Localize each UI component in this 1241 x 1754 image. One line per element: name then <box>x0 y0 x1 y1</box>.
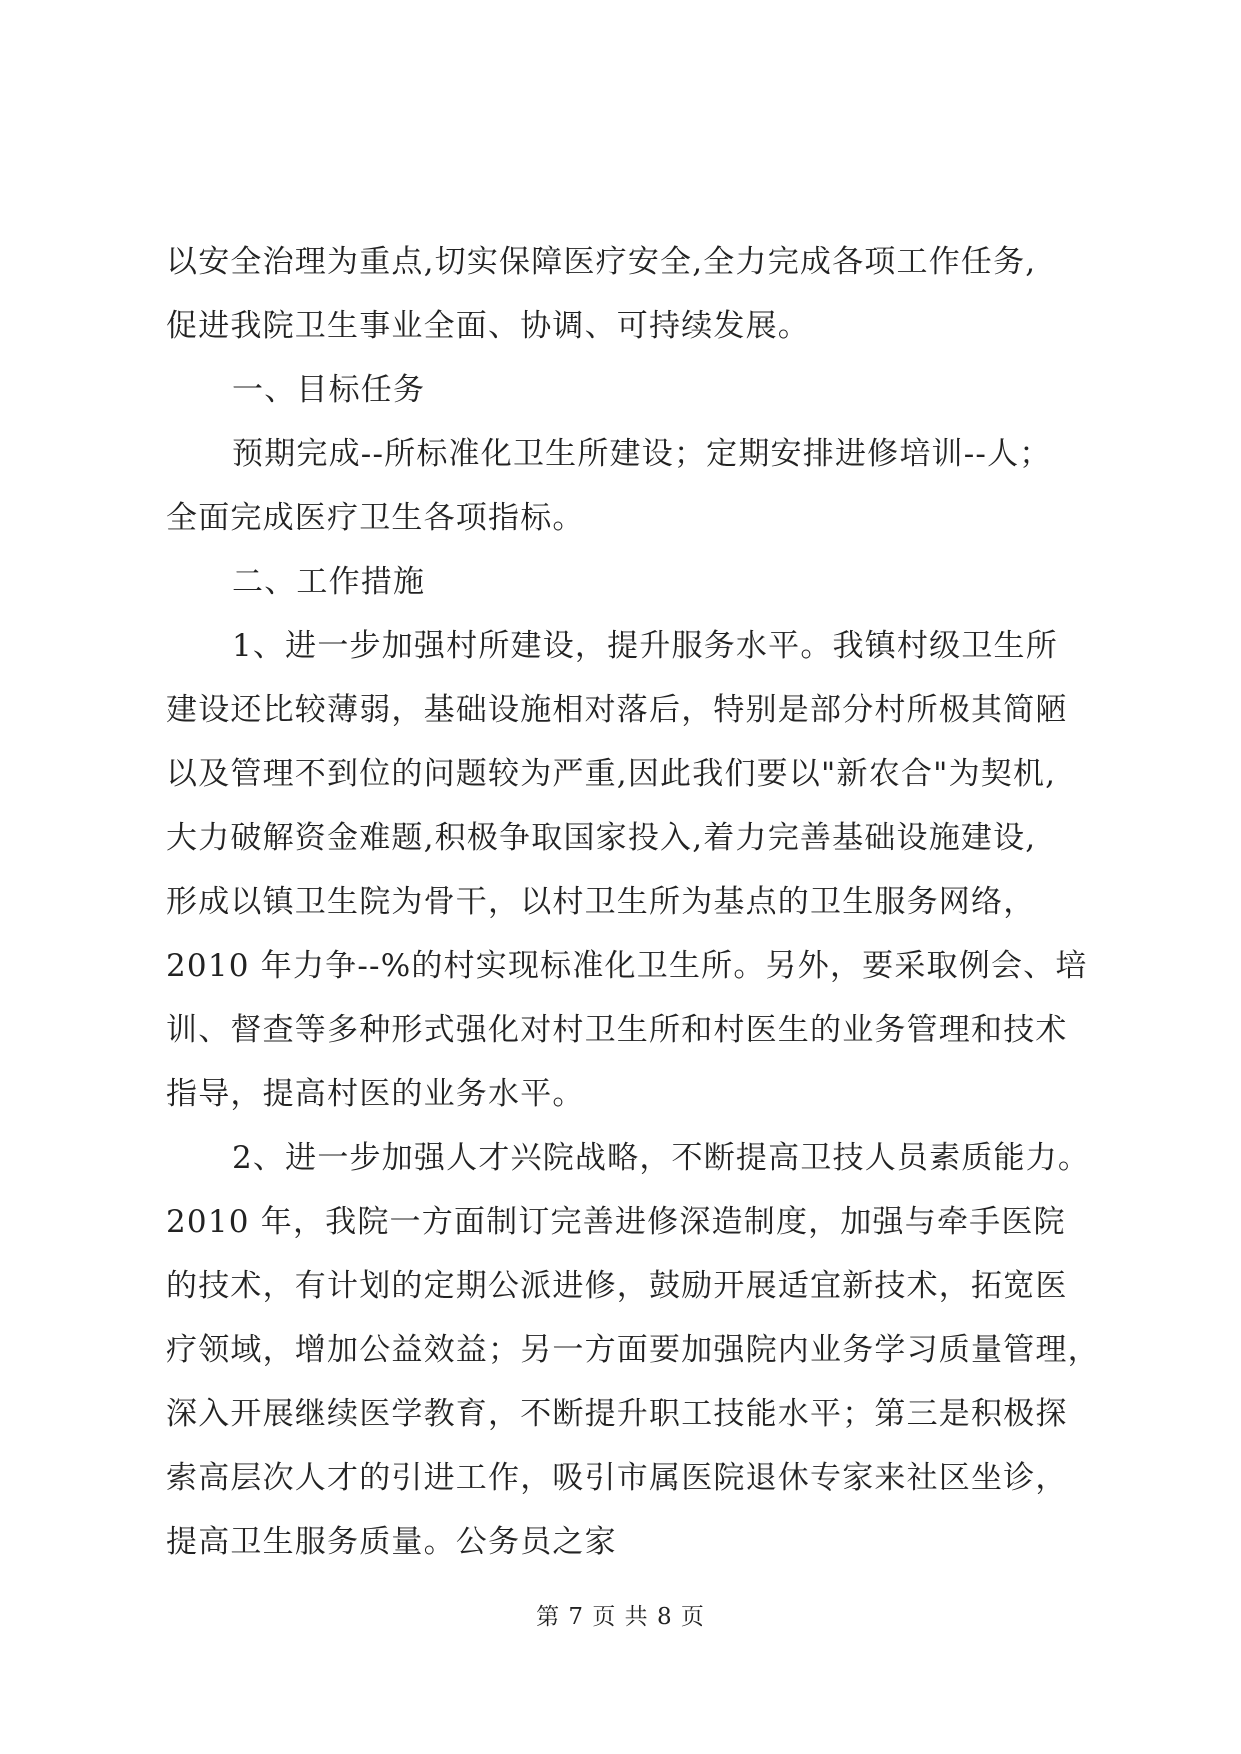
text-line: 疗领域，增加公益效益；另一方面要加强院内业务学习质量管理， <box>166 1332 1100 1368</box>
text-line: 预期完成--所标准化卫生所建设；定期安排进修培训--人； <box>232 436 1052 472</box>
text-line: 2、进一步加强人才兴院战略，不断提高卫技人员素质能力。 <box>232 1140 1091 1176</box>
text-line: 的技术，有计划的定期公派进修，鼓励开展适宜新技术，拓宽医 <box>166 1268 1068 1304</box>
section-heading: 二、工作措施 <box>232 564 426 600</box>
text-line: 全面完成医疗卫生各项指标。 <box>166 500 585 536</box>
text-line: 2010 年，我院一方面制订完善进修深造制度，加强与牵手医院 <box>166 1204 1066 1240</box>
text-line: 指导，提高村医的业务水平。 <box>166 1076 585 1112</box>
text-line: 1、进一步加强村所建设，提升服务水平。我镇村级卫生所 <box>232 628 1058 664</box>
text-line: 以及管理不到位的问题较为严重,因此我们要以"新农合"为契机, <box>166 756 1057 792</box>
text-line: 大力破解资金难题,积极争取国家投入,着力完善基础设施建设, <box>166 820 1037 856</box>
text-line: 促进我院卫生事业全面、协调、可持续发展。 <box>166 308 810 344</box>
text-line: 训、督查等多种形式强化对村卫生所和村医生的业务管理和技术 <box>166 1012 1068 1048</box>
page-number: 第 7 页 共 8 页 <box>536 1604 705 1630</box>
text-line: 索高层次人才的引进工作，吸引市属医院退休专家来社区坐诊， <box>166 1460 1068 1496</box>
text-line: 建设还比较薄弱，基础设施相对落后，特别是部分村所极其简陋 <box>166 692 1068 728</box>
text-line: 形成以镇卫生院为骨干，以村卫生所为基点的卫生服务网络， <box>166 884 1036 920</box>
document-body <box>166 230 1100 1574</box>
text-line: 以安全治理为重点,切实保障医疗安全,全力完成各项工作任务, <box>166 244 1037 280</box>
section-heading: 一、目标任务 <box>232 372 426 408</box>
text-line: 提高卫生服务质量。公务员之家 <box>166 1524 617 1560</box>
text-line: 2010 年力争--%的村实现标准化卫生所。另外，要采取例会、培 <box>166 948 1088 984</box>
text-line: 深入开展继续医学教育，不断提升职工技能水平；第三是积极探 <box>166 1396 1068 1432</box>
